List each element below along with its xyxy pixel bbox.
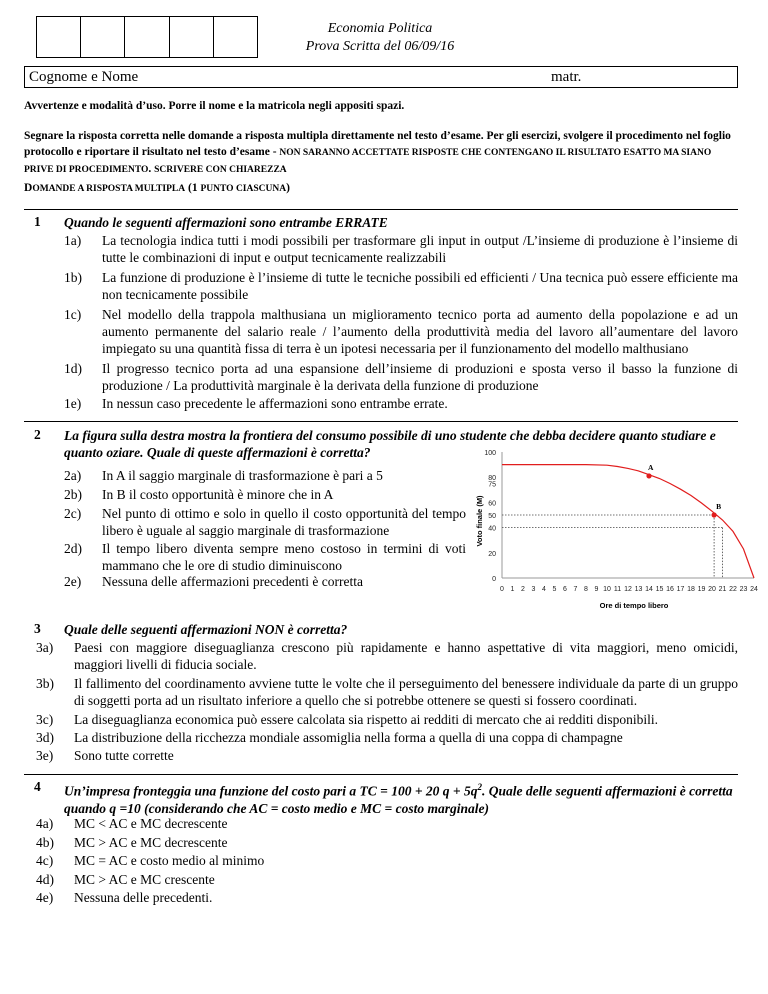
y-axis-label: Voto finale (M)	[475, 495, 484, 547]
grade-box	[214, 17, 257, 57]
x-tick-label: 23	[739, 586, 748, 593]
x-tick-label: 6	[563, 586, 567, 593]
y-tick-label: 100	[484, 450, 496, 457]
x-tick-label: 14	[645, 586, 653, 593]
grade-box	[37, 17, 81, 57]
y-tick-label: 40	[488, 525, 496, 533]
question-number: 3	[34, 621, 41, 636]
y-tick-label: 50	[488, 513, 496, 520]
instructions-line-1: Avvertenze e modalità d’uso. Porre il nome e la matricola negli appositi spazi.	[24, 100, 405, 112]
x-tick-label: 1	[510, 586, 515, 593]
y-tick-label: 80	[488, 475, 496, 483]
x-tick-label: 16	[666, 586, 674, 593]
point-marker	[712, 512, 717, 517]
x-tick-label: 22	[729, 586, 737, 593]
x-tick-label: 2	[521, 586, 525, 593]
x-tick-label: 10	[603, 586, 611, 593]
x-tick-label: 20	[708, 586, 716, 593]
exam-header	[290, 20, 470, 56]
x-tick-label: 8	[584, 586, 588, 593]
section-title: DOMANDE A RISPOSTA MULTIPLA (1 PUNTO CIASCUNA)	[24, 182, 290, 194]
x-tick-label: 12	[624, 586, 632, 593]
x-tick-label: 9	[594, 586, 599, 593]
x-tick-label: 4	[542, 586, 546, 593]
x-tick-label: 3	[531, 586, 536, 593]
divider	[24, 209, 738, 210]
name-field[interactable]	[24, 66, 738, 88]
question-text: Quale delle seguenti affermazioni NON è corretta?	[64, 622, 348, 637]
x-tick-label: 13	[634, 586, 643, 593]
x-tick-label: 5	[552, 586, 557, 593]
x-tick-label: 11	[613, 586, 622, 593]
y-tick-label: 0	[492, 576, 496, 583]
point-label: B	[716, 502, 722, 511]
question-text: La figura sulla destra mostra la frontiera del consumo possibile di uno studente che debba decidere quanto studiare e quanto oziare. Quale di queste affermazioni è corretta?	[64, 428, 716, 460]
instructions-line-2: Segnare la risposta corretta nelle domande a risposta multipla direttamente nel testo d’esame. Per gli esercizi, svolgere il procedimento nel foglio protocollo e riportare il risultato nel testo d’esame - NON SARANNO ACCETTATE RISPOSTE CHE CONTENGANO IL RISULTATO ESATTO MA SIANO PRIVE DI PROCEDIMENTO. SCRIVERE CON CHIAREZZA	[24, 130, 731, 175]
grade-box	[170, 17, 214, 57]
x-tick-label: 21	[718, 586, 727, 593]
course-title: Economia Politica	[327, 21, 433, 36]
grade-boxes	[36, 16, 258, 58]
x-tick-label: 17	[676, 586, 685, 593]
question-number: 4	[34, 779, 41, 794]
y-tick-label: 60	[488, 500, 496, 508]
question-text: Un’impresa fronteggia una funzione del costo pari a TC = 100 + 20 $q + 5q^2$. Quale delle seguenti affermazioni è corretta quando q =10 (considerando che AC = costo medio e MC = costo marginale)	[64, 782, 733, 816]
question-number: 1	[34, 214, 41, 229]
x-axis-label: Ore di tempo libero	[599, 601, 669, 610]
exam-date: Prova Scritta del 06/09/16	[305, 39, 455, 54]
grade-box	[125, 17, 169, 57]
x-tick-label: 19	[697, 586, 706, 593]
grade-box	[81, 17, 125, 57]
x-tick-label: 24	[750, 586, 758, 593]
x-tick-label: 15	[655, 586, 664, 593]
x-tick-label: 7	[573, 586, 578, 593]
y-tick-label: 20	[488, 550, 496, 558]
matr-label: matr.	[551, 69, 582, 85]
consumption-frontier-chart	[472, 444, 768, 614]
point-marker	[646, 473, 651, 478]
y-tick-label: 75	[488, 481, 496, 489]
question-number: 2	[34, 427, 41, 442]
x-tick-label: 0	[500, 586, 504, 593]
frontier-line	[502, 462, 754, 578]
question-text: Quando le seguenti affermazioni sono entrambe ERRATE	[64, 215, 388, 230]
divider	[24, 774, 738, 775]
divider	[24, 421, 738, 422]
name-label: Cognome e Nome	[29, 69, 139, 85]
chart-svg	[472, 444, 768, 614]
x-tick-label: 18	[687, 586, 695, 593]
point-label: A	[648, 462, 654, 472]
